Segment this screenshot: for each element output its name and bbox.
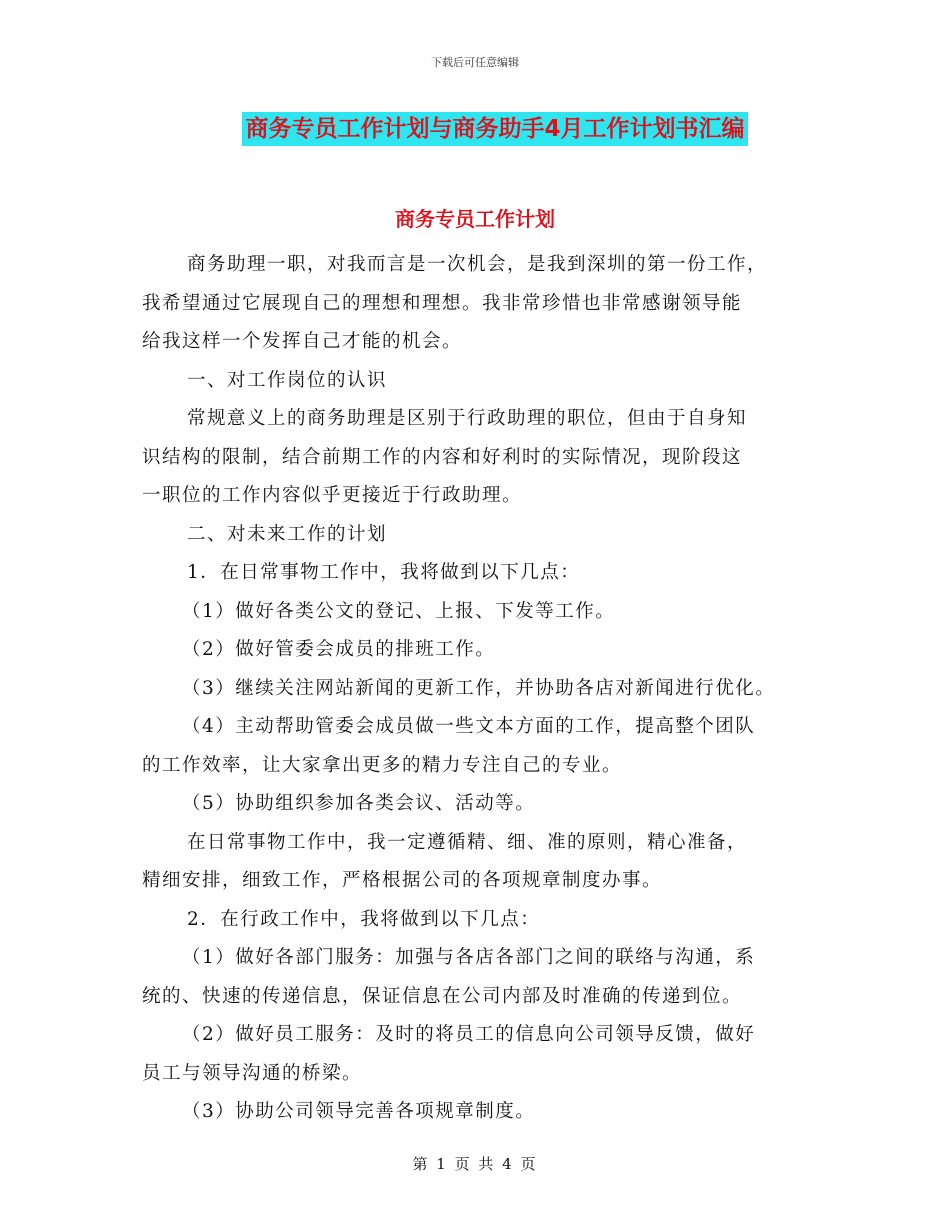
text-line: 的工作效率，让大家拿出更多的精力专注自己的专业。 xyxy=(142,754,623,776)
text-line: 精细安排，细致工作，严格根据公司的各项规章制度办事。 xyxy=(142,870,663,891)
section-title: 商务专员工作计划 xyxy=(395,207,555,231)
text-line: 二、对未来工作的计划 xyxy=(187,523,388,545)
text-line: （4）主动帮助管委会成员做一些文本方面的工作，提高整个团队 xyxy=(182,716,756,737)
document-title: 商务专员工作计划与商务助手4月工作计划书汇编 xyxy=(242,112,747,146)
text-line: 识结构的限制，结合前期工作的内容和好利时的实际情况，现阶段这 xyxy=(142,446,743,468)
text-line: 商务助理一职，对我而言是一次机会，是我到深圳的第一份工作， xyxy=(187,254,768,275)
text-line: 我希望通过它展现自己的理想和理想。我非常珍惜也非常感谢领导能 xyxy=(142,292,743,314)
main-title-container xyxy=(0,112,950,146)
page-footer: 第 1 页 共 4 页 xyxy=(412,1155,538,1173)
text-line: （1）做好各部门服务：加强与各店各部门之间的联络与沟通，系 xyxy=(182,947,756,968)
text-line: （3）继续关注网站新闻的更新工作，并协助各店对新闻进行优化。 xyxy=(182,677,776,699)
text-line: （5）协助组织参加各类会议、活动等。 xyxy=(182,793,536,814)
text-line: （2）做好员工服务：及时的将员工的信息向公司领导反馈，做好 xyxy=(182,1024,756,1045)
text-line: 一、对工作岗位的认识 xyxy=(187,369,388,391)
header-note: 下载后可任意编辑 xyxy=(431,56,519,69)
document-body xyxy=(142,246,814,1132)
text-line: 员工与领导沟通的桥梁。 xyxy=(142,1062,363,1084)
text-line: （3）协助公司领导完善各项规章制度。 xyxy=(182,1101,536,1122)
text-line: 1．在日常事物工作中，我将做到以下几点： xyxy=(187,562,581,583)
text-line: 2．在行政工作中，我将做到以下几点： xyxy=(187,908,541,930)
text-line: （1）做好各类公文的登记、上报、下发等工作。 xyxy=(182,600,616,622)
text-line: 在日常事物工作中，我一定遵循精、细、准的原则，精心准备， xyxy=(187,831,748,853)
text-line: 给我这样一个发挥自己才能的机会。 xyxy=(142,331,463,352)
text-line: 一职位的工作内容似乎更接近于行政助理。 xyxy=(142,485,523,506)
text-line: 统的、快速的传递信息，保证信息在公司内部及时准确的传递到位。 xyxy=(142,985,743,1007)
text-line: 常规意义上的商务助理是区别于行政助理的职位，但由于自身知 xyxy=(187,408,748,429)
text-line: （2）做好管委会成员的排班工作。 xyxy=(182,639,496,660)
